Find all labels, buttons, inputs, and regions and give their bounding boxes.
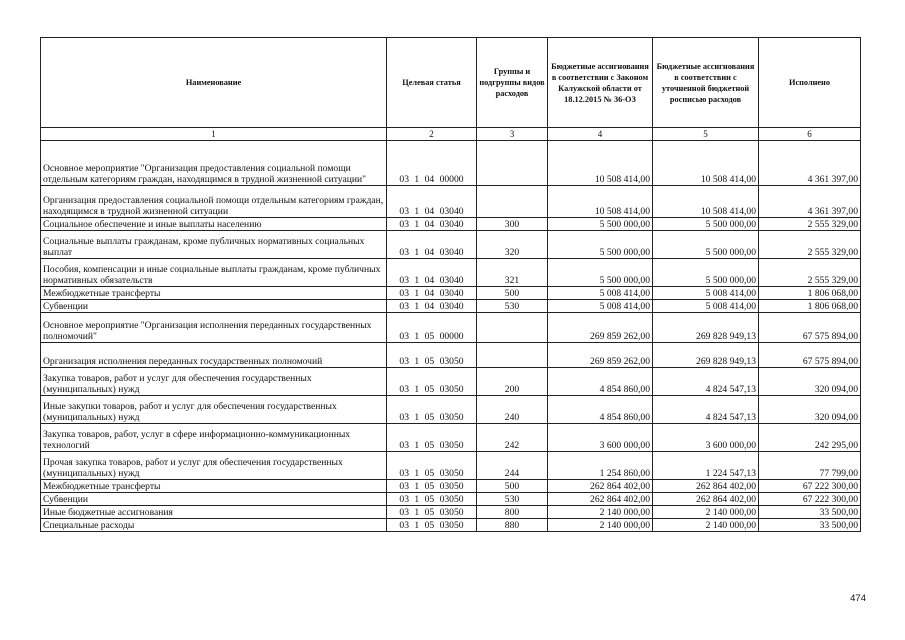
row-refined-amount: 5 008 414,00 xyxy=(653,287,759,300)
row-name: Основное мероприятие "Организация предоставления социальной помощи отдельным категориям граждан, находящимся в трудной жизненной ситуации" xyxy=(41,141,387,186)
table-row xyxy=(41,519,861,532)
row-refined-amount: 1 224 547,13 xyxy=(653,452,759,480)
row-group: 530 xyxy=(477,300,548,313)
row-executed-amount: 67 575 894,00 xyxy=(759,313,861,343)
row-law-amount: 262 864 402,00 xyxy=(548,493,653,506)
row-executed-amount: 1 806 068,00 xyxy=(759,287,861,300)
row-target-code: 03 1 05 03050 xyxy=(387,452,477,480)
row-target-code: 03 1 05 03050 xyxy=(387,506,477,519)
row-target-code: 03 1 04 03040 xyxy=(387,186,477,218)
row-executed-amount: 33 500,00 xyxy=(759,506,861,519)
row-refined-amount: 269 828 949,13 xyxy=(653,343,759,368)
row-group: 800 xyxy=(477,506,548,519)
row-name: Иные закупки товаров, работ и услуг для обеспечения государственных (муниципальных) нужд xyxy=(41,396,387,424)
row-executed-amount: 67 575 894,00 xyxy=(759,343,861,368)
row-executed-amount: 67 222 300,00 xyxy=(759,493,861,506)
row-law-amount: 269 859 262,00 xyxy=(548,343,653,368)
row-law-amount: 2 140 000,00 xyxy=(548,506,653,519)
row-group: 880 xyxy=(477,519,548,532)
row-group xyxy=(477,141,548,186)
row-name: Организация предоставления социальной помощи отдельным категориям граждан, находящимся в трудной жизненной ситуации xyxy=(41,186,387,218)
row-name: Пособия, компенсации и иные социальные выплаты гражданам, кроме публичных нормативных обязательств xyxy=(41,259,387,287)
row-executed-amount: 4 361 397,00 xyxy=(759,141,861,186)
row-executed-amount: 77 799,00 xyxy=(759,452,861,480)
row-refined-amount: 2 140 000,00 xyxy=(653,519,759,532)
row-law-amount: 4 854 860,00 xyxy=(548,368,653,396)
row-executed-amount: 2 555 329,00 xyxy=(759,231,861,259)
row-executed-amount: 4 361 397,00 xyxy=(759,186,861,218)
row-target-code: 03 1 04 00000 xyxy=(387,141,477,186)
row-name: Социальные выплаты гражданам, кроме публичных нормативных социальных выплат xyxy=(41,231,387,259)
row-refined-amount: 262 864 402,00 xyxy=(653,480,759,493)
row-law-amount: 2 140 000,00 xyxy=(548,519,653,532)
column-number: 1 xyxy=(41,128,387,141)
column-number: 3 xyxy=(477,128,548,141)
row-target-code: 03 1 05 03050 xyxy=(387,396,477,424)
header-executed: Исполнено xyxy=(759,38,861,128)
row-group xyxy=(477,313,548,343)
table-body xyxy=(41,141,861,532)
page-number: 474 xyxy=(850,593,866,604)
table-row xyxy=(41,313,861,343)
table-row xyxy=(41,493,861,506)
row-target-code: 03 1 04 03040 xyxy=(387,218,477,231)
row-law-amount: 5 008 414,00 xyxy=(548,300,653,313)
row-target-code: 03 1 05 03050 xyxy=(387,343,477,368)
header-refined-allocations: Бюджетные ассигнования в соответствии с уточненной бюджетной росписью расходов xyxy=(653,38,759,128)
row-group xyxy=(477,186,548,218)
row-executed-amount: 242 295,00 xyxy=(759,424,861,452)
header-expense-groups: Группы и подгруппы видов расходов xyxy=(477,38,548,128)
table-row xyxy=(41,259,861,287)
header-name: Наименование xyxy=(41,38,387,128)
row-group: 200 xyxy=(477,368,548,396)
row-refined-amount: 2 140 000,00 xyxy=(653,506,759,519)
row-group: 321 xyxy=(477,259,548,287)
header-row xyxy=(41,38,861,128)
row-name: Специальные расходы xyxy=(41,519,387,532)
table-row xyxy=(41,396,861,424)
row-name: Межбюджетные трансферты xyxy=(41,480,387,493)
table-row xyxy=(41,300,861,313)
row-refined-amount: 3 600 000,00 xyxy=(653,424,759,452)
row-target-code: 03 1 05 03050 xyxy=(387,519,477,532)
table-row xyxy=(41,506,861,519)
row-target-code: 03 1 04 03040 xyxy=(387,287,477,300)
row-group: 242 xyxy=(477,424,548,452)
row-name: Закупка товаров, работ и услуг для обеспечения государственных (муниципальных) нужд xyxy=(41,368,387,396)
column-number: 2 xyxy=(387,128,477,141)
row-executed-amount: 67 222 300,00 xyxy=(759,480,861,493)
row-refined-amount: 5 500 000,00 xyxy=(653,231,759,259)
row-law-amount: 4 854 860,00 xyxy=(548,396,653,424)
table-row xyxy=(41,231,861,259)
row-group: 530 xyxy=(477,493,548,506)
row-law-amount: 5 500 000,00 xyxy=(548,231,653,259)
row-refined-amount: 4 824 547,13 xyxy=(653,368,759,396)
row-name: Социальное обеспечение и иные выплаты населению xyxy=(41,218,387,231)
row-name: Межбюджетные трансферты xyxy=(41,287,387,300)
table-row xyxy=(41,480,861,493)
row-law-amount: 5 008 414,00 xyxy=(548,287,653,300)
row-law-amount: 10 508 414,00 xyxy=(548,141,653,186)
row-group xyxy=(477,343,548,368)
row-group: 500 xyxy=(477,480,548,493)
row-target-code: 03 1 04 03040 xyxy=(387,259,477,287)
header-target-article: Целевая статья xyxy=(387,38,477,128)
row-group: 500 xyxy=(477,287,548,300)
column-number: 6 xyxy=(759,128,861,141)
table-row xyxy=(41,218,861,231)
row-target-code: 03 1 05 03050 xyxy=(387,480,477,493)
row-group: 300 xyxy=(477,218,548,231)
row-refined-amount: 262 864 402,00 xyxy=(653,493,759,506)
table-row xyxy=(41,368,861,396)
table-row xyxy=(41,424,861,452)
row-target-code: 03 1 05 03050 xyxy=(387,424,477,452)
row-executed-amount: 320 094,00 xyxy=(759,396,861,424)
row-law-amount: 262 864 402,00 xyxy=(548,480,653,493)
row-name: Прочая закупка товаров, работ и услуг для обеспечения государственных (муниципальных) нужд xyxy=(41,452,387,480)
row-executed-amount: 33 500,00 xyxy=(759,519,861,532)
row-executed-amount: 1 806 068,00 xyxy=(759,300,861,313)
row-target-code: 03 1 05 00000 xyxy=(387,313,477,343)
row-target-code: 03 1 05 03050 xyxy=(387,368,477,396)
row-name: Закупка товаров, работ, услуг в сфере информационно-коммуникационных технологий xyxy=(41,424,387,452)
row-group: 244 xyxy=(477,452,548,480)
header-law-allocations: Бюджетные ассигнования в соответствии с Законом Калужской области от 18.12.2015 № 36-ОЗ xyxy=(548,38,653,128)
row-refined-amount: 4 824 547,13 xyxy=(653,396,759,424)
row-name: Субвенции xyxy=(41,493,387,506)
row-name: Основное мероприятие "Организация исполнения переданных государственных полномочий" xyxy=(41,313,387,343)
budget-table xyxy=(40,37,861,532)
column-number-row xyxy=(41,128,861,141)
row-executed-amount: 320 094,00 xyxy=(759,368,861,396)
row-law-amount: 5 500 000,00 xyxy=(548,259,653,287)
table-row xyxy=(41,343,861,368)
row-target-code: 03 1 05 03050 xyxy=(387,493,477,506)
row-law-amount: 10 508 414,00 xyxy=(548,186,653,218)
table-row xyxy=(41,186,861,218)
column-number: 5 xyxy=(653,128,759,141)
row-law-amount: 5 500 000,00 xyxy=(548,218,653,231)
row-refined-amount: 10 508 414,00 xyxy=(653,186,759,218)
row-refined-amount: 10 508 414,00 xyxy=(653,141,759,186)
row-name: Организация исполнения переданных государственных полномочий xyxy=(41,343,387,368)
row-executed-amount: 2 555 329,00 xyxy=(759,218,861,231)
row-executed-amount: 2 555 329,00 xyxy=(759,259,861,287)
table-row xyxy=(41,287,861,300)
table-row xyxy=(41,141,861,186)
row-law-amount: 1 254 860,00 xyxy=(548,452,653,480)
row-law-amount: 269 859 262,00 xyxy=(548,313,653,343)
row-group: 240 xyxy=(477,396,548,424)
row-group: 320 xyxy=(477,231,548,259)
row-refined-amount: 269 828 949,13 xyxy=(653,313,759,343)
row-refined-amount: 5 500 000,00 xyxy=(653,259,759,287)
row-name: Иные бюджетные ассигнования xyxy=(41,506,387,519)
row-name: Субвенции xyxy=(41,300,387,313)
column-number: 4 xyxy=(548,128,653,141)
row-refined-amount: 5 008 414,00 xyxy=(653,300,759,313)
row-law-amount: 3 600 000,00 xyxy=(548,424,653,452)
row-refined-amount: 5 500 000,00 xyxy=(653,218,759,231)
row-target-code: 03 1 04 03040 xyxy=(387,300,477,313)
table-row xyxy=(41,452,861,480)
row-target-code: 03 1 04 03040 xyxy=(387,231,477,259)
